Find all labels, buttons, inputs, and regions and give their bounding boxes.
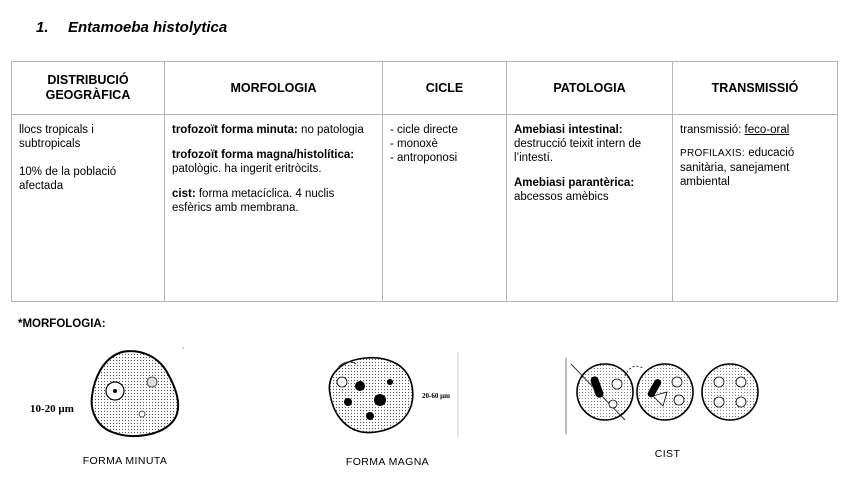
magna-text: patològic. ha ingerit eritròcits.	[172, 163, 322, 175]
header-patologia: PATOLOGIA	[507, 62, 673, 115]
magna-label: trofozoït forma magna/histolítica:	[172, 149, 355, 161]
table-row	[12, 115, 838, 302]
forma-minuta-caption: FORMA MINUTA	[82, 455, 168, 467]
cell-distribucio	[12, 115, 165, 302]
parenteral-text: abcessos amèbics	[514, 191, 609, 203]
intestinal-label: Amebiasi intestinal:	[514, 124, 623, 136]
cist-label: cist:	[172, 188, 196, 200]
cell-transmissio	[673, 115, 838, 302]
forma-magna-illustration	[320, 352, 465, 437]
transmissio-route	[680, 123, 831, 137]
forma-minuta-illustration	[22, 344, 192, 444]
morfologia-minuta	[172, 123, 376, 137]
profilaxis-label: PROFILAXIS:	[680, 148, 745, 159]
document-title	[36, 19, 227, 36]
list-item: - cicle directe	[390, 124, 458, 136]
distribucio-line-1: llocs tropicals i subtropicals	[19, 124, 94, 150]
intestinal-text: destrucció teixit intern de l’intestí.	[514, 138, 642, 164]
morfologia-section-label: *MORFOLOGIA:	[18, 318, 106, 330]
header-transmissio: TRANSMISSIÓ	[673, 62, 838, 115]
title-number: 1.	[36, 19, 49, 36]
transmissio-route-value: feco-oral	[744, 124, 790, 136]
transmissio-prefix: transmissió:	[680, 124, 745, 136]
cicle-list	[390, 123, 500, 165]
cist-illustration	[563, 358, 783, 436]
minuta-text: no patologia	[297, 124, 364, 136]
summary-table	[11, 61, 838, 302]
cist-caption: CIST	[654, 448, 681, 460]
minuta-label: trofozoït forma minuta:	[172, 124, 298, 136]
cell-morfologia	[165, 115, 383, 302]
cist-text: forma metacíclica. 4 nuclis esfèrics amb membrana.	[172, 188, 335, 214]
list-item: - monoxè	[390, 138, 438, 150]
cell-patologia	[507, 115, 673, 302]
morfologia-magna	[172, 148, 376, 176]
title-text: Entamoeba histolytica	[68, 19, 228, 36]
profilaxis-text: educació sanitària, sanejament ambiental	[680, 147, 795, 188]
cell-cicle	[383, 115, 507, 302]
header-distribucio: DISTRIBUCIÓ GEOGRÀFICA	[12, 62, 165, 115]
header-morfologia: MORFOLOGIA	[165, 62, 383, 115]
parenteral-label: Amebiasi parantèrica:	[514, 177, 635, 189]
minuta-scale-label: 10-20 µm	[30, 403, 74, 415]
distribucio-line-2: 10% de la població afectada	[19, 166, 117, 192]
list-item: - antroponosi	[390, 152, 458, 164]
morfologia-cist	[172, 187, 376, 215]
patologia-intestinal	[514, 123, 666, 165]
magna-scale-label: 20-60 µm	[422, 392, 450, 400]
profilaxis	[680, 146, 831, 189]
forma-magna-caption: FORMA MAGNA	[345, 456, 430, 468]
header-cicle: CICLE	[383, 62, 507, 115]
patologia-parenteral	[514, 176, 666, 204]
table-header-row	[12, 62, 838, 115]
